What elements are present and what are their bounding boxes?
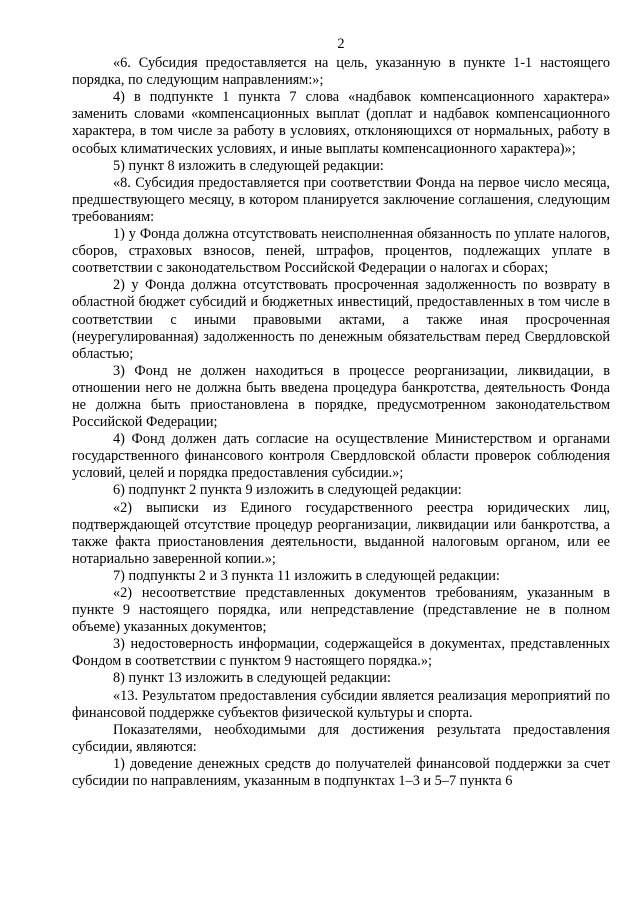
- paragraph-requirement-4: 4) Фонд должен дать согласие на осуществление Министерством и органами государственного финансового контроля Свердловской области проверок соблюдения условий, целей и порядка предоставления субсидии.»;: [72, 431, 610, 482]
- paragraph-amendment-8: 8) пункт 13 изложить в следующей редакции:: [113, 670, 391, 687]
- paragraph-amendment-5: 5) пункт 8 изложить в следующей редакции:: [113, 157, 384, 174]
- paragraph-clause-11-3: 3) недостоверность информации, содержащейся в документах, представленных Фондом в соответствии с пунктом 9 настоящего порядка.»;: [72, 636, 610, 670]
- paragraph-amendment-6: 6) подпункт 2 пункта 9 изложить в следующей редакции:: [113, 482, 462, 499]
- paragraph-amendment-7: 7) подпункты 2 и 3 пункта 11 изложить в следующей редакции:: [113, 567, 500, 584]
- document-page: [72, 36, 610, 790]
- paragraph-requirement-3: 3) Фонд не должен находиться в процессе реорганизации, ликвидации, в отношении него не должна быть введена процедура банкротства, деятельность Фонда не должна быть приостановлена в порядке, предусмотренном законодательством Российской Федерации;: [72, 362, 610, 431]
- paragraph-clause-11-2: «2) несоответствие представленных документов требованиям, указанным в пункте 9 настоящего порядка, или непредставление (представление не в полном объеме) указанных документов;: [72, 585, 610, 636]
- paragraph-amendment-4: 4) в подпункте 1 пункта 7 слова «надбавок компенсационного характера» заменить словами «компенсационных выплат (доплат и надбавок компенсационного характера, в том числе за работу в условиях, отклоняющихся от нормальных, работу в особых климатических условиях, и иные выплаты компенсационного характера)»;: [72, 89, 610, 157]
- paragraph-requirement-1: 1) у Фонда должна отсутствовать неисполненная обязанность по уплате налогов, сборов, страховых взносов, пеней, штрафов, процентов, подлежащих уплате в соответствии с законодательством Российской Федерации о налогах и сборах;: [72, 226, 610, 277]
- paragraph-indicator-1: 1) доведение денежных средств до получателей финансовой поддержки за счет субсидии по направлениям, указанным в подпунктах 1–3 и 5–7 пункта 6: [72, 755, 610, 790]
- paragraph-subsidy-purpose: «6. Субсидия предоставляется на цель, указанную в пункте 1-1 настоящего порядка, по следующим направлениям:»;: [72, 55, 610, 89]
- paragraph-requirement-2: 2) у Фонда должна отсутствовать просроченная задолженность по возврату в областной бюджет субсидий и бюджетных инвестиций, предоставленных в том числе в соответствии с иными правовыми актами, а также иная просроченная (неурегулированная) задолженность по денежным обязательствам перед Свердловской областью;: [72, 277, 610, 362]
- page-number: 2: [337, 36, 345, 52]
- paragraph-indicators: Показателями, необходимыми для достижения результата предоставления субсидии, являются:: [72, 721, 610, 755]
- paragraph-clause-13: «13. Результатом предоставления субсидии является реализация мероприятий по финансовой поддержке субъектов физической культуры и спорта.: [72, 687, 610, 721]
- paragraph-clause-8: «8. Субсидия предоставляется при соответствии Фонда на первое число месяца, предшествующего месяцу, в котором планируется заключение соглашения, следующим требованиям:: [72, 174, 610, 225]
- paragraph-clause-9-2: «2) выписки из Единого государственного реестра юридических лиц, подтверждающей отсутствие процедур реорганизации, ликвидации или банкротства, а также факта приостановления деятельности, выданной налоговым органом, или ее нотариально заверенной копии.»;: [72, 499, 610, 567]
